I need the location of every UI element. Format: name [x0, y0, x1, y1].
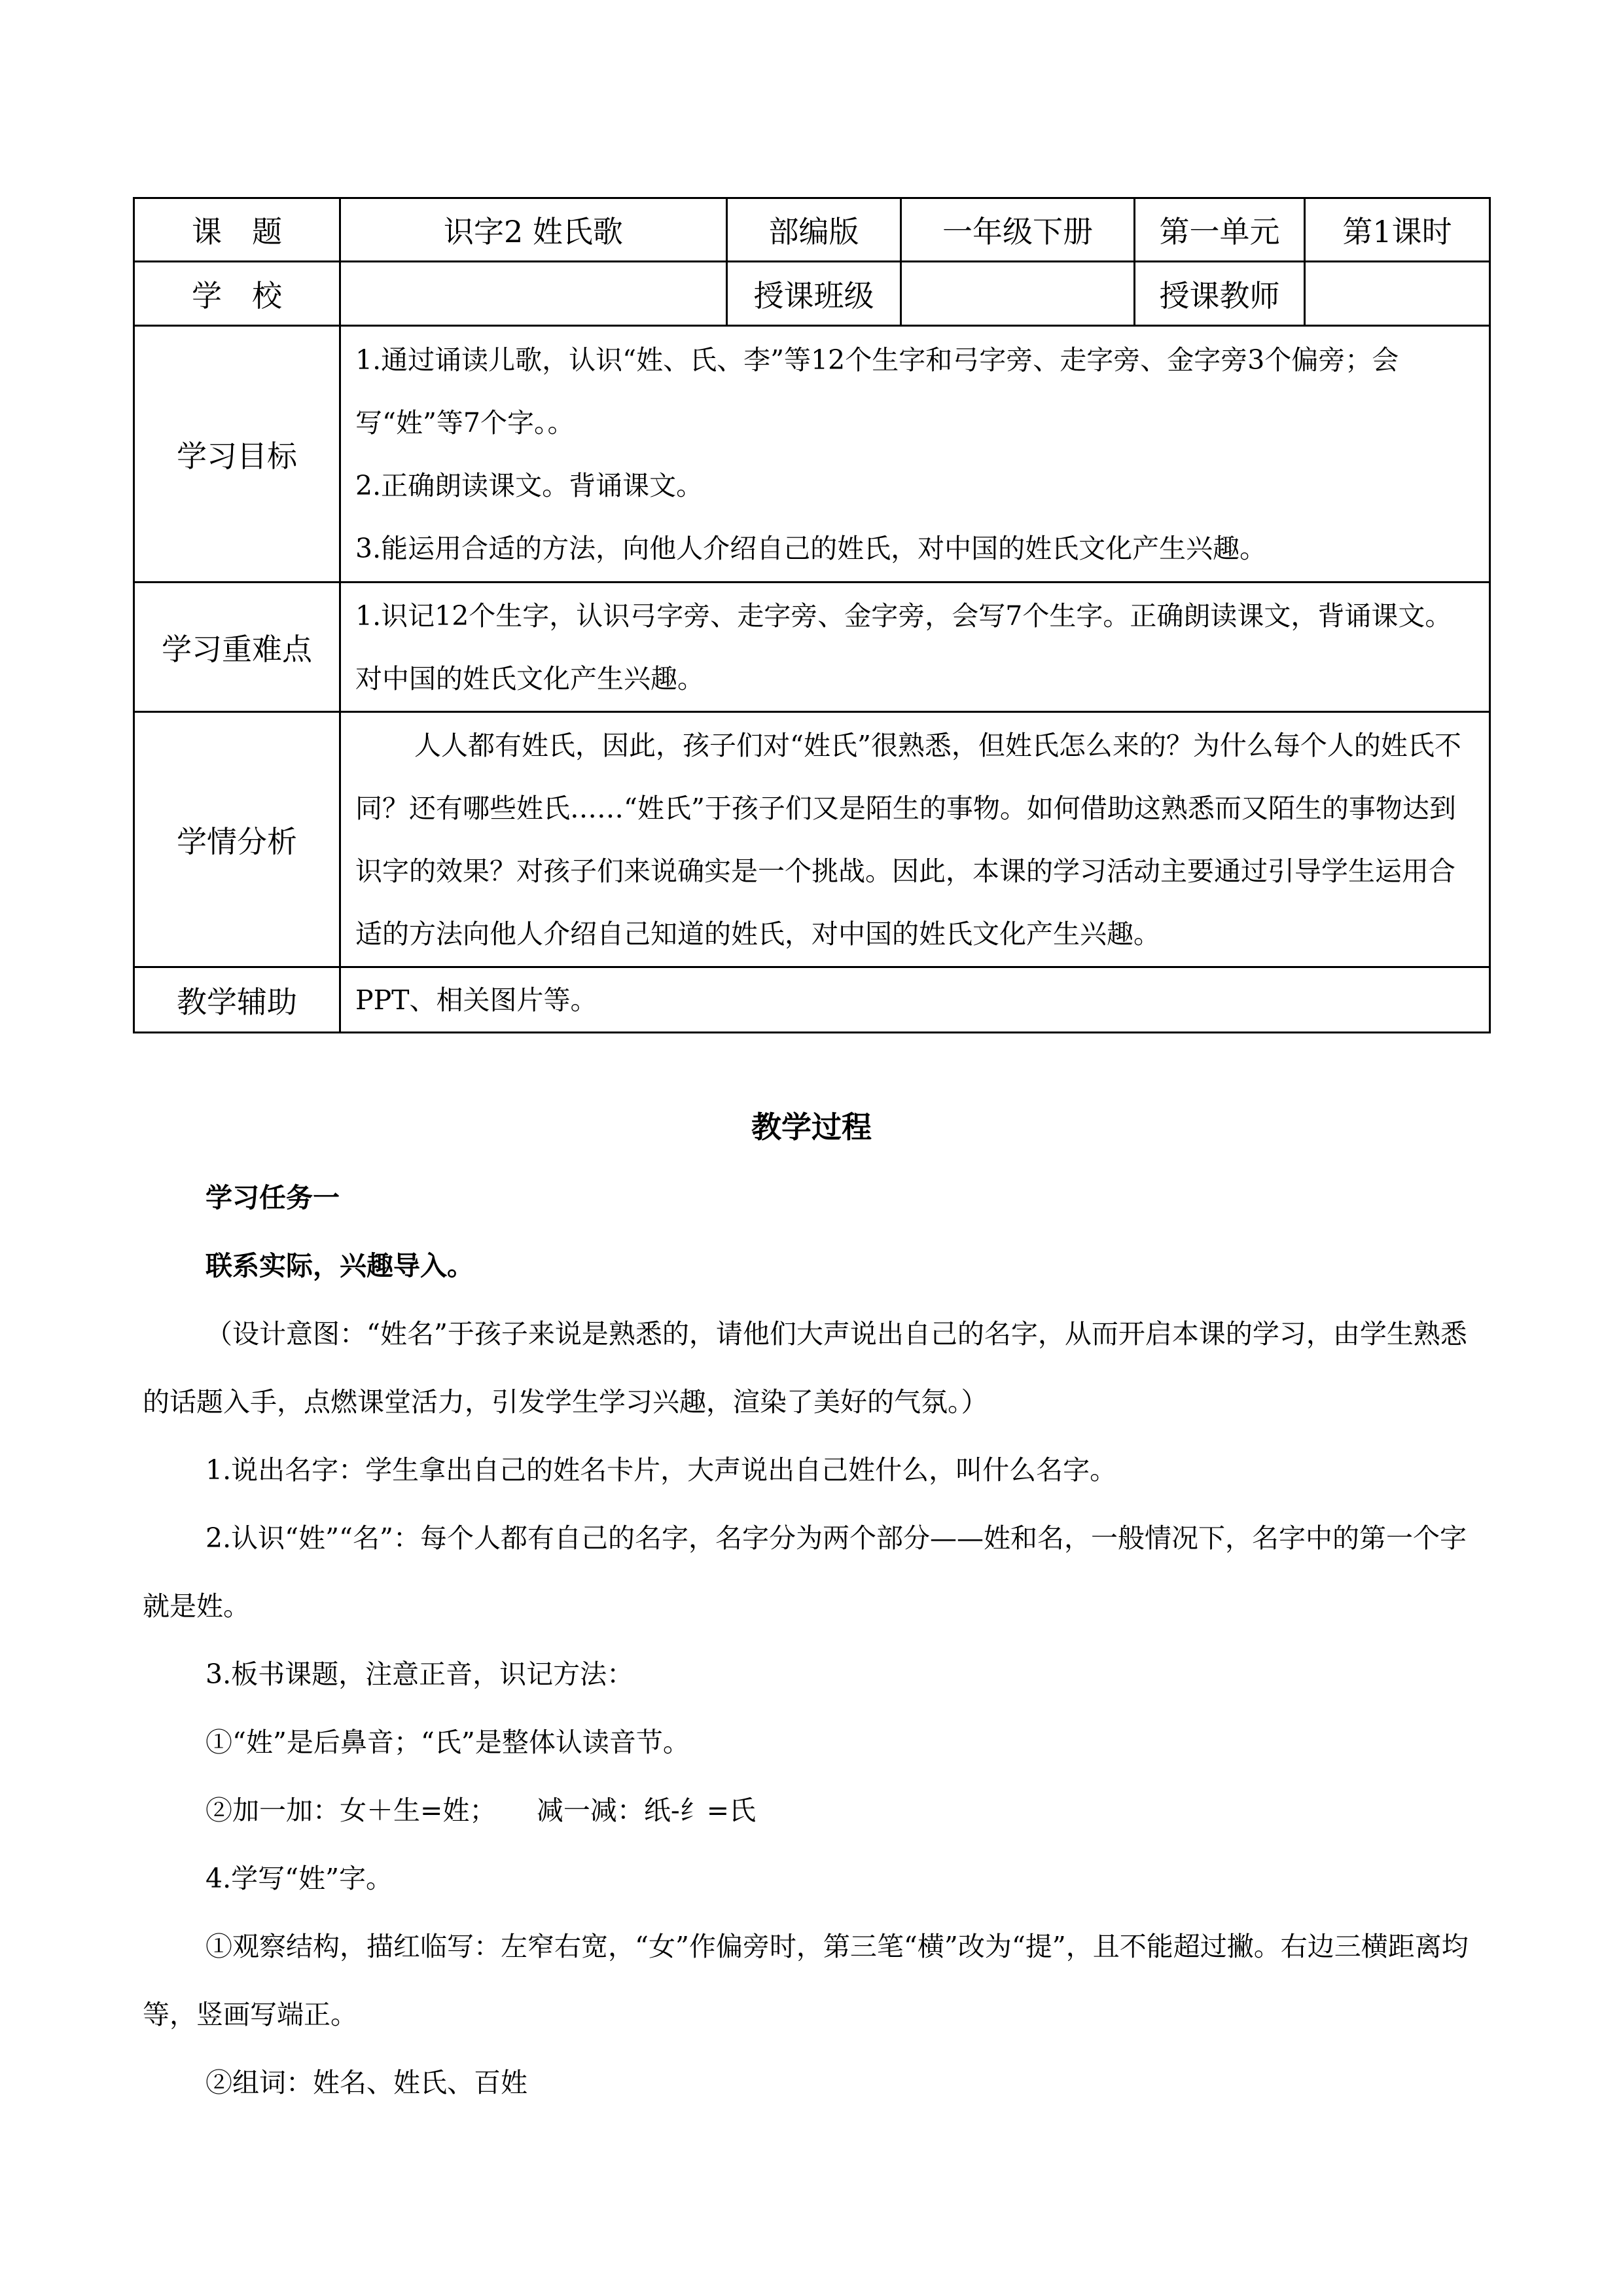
aids-cell [340, 967, 1490, 1033]
design-intent: （设计意图：“姓名”于孩子来说是熟悉的，请他们大声说出自己的名字，从而开启本课的学习，由学生熟悉的话题入手，点燃课堂活力，引发学生学习兴趣，渲染了美好的气氛。） [143, 1318, 1467, 1418]
topic-value: 识字2 姓氏歌 [340, 198, 727, 262]
task-subtitle: 联系实际，兴趣导入。 [205, 1250, 474, 1282]
task-title: 学习任务一 [205, 1182, 340, 1213]
analysis-label: 学情分析 [134, 712, 340, 967]
step-3b: ②加一加：女＋生=姓； 减一减：纸-纟=氏 [205, 1795, 757, 1826]
step-4b: ②组词：姓名、姓氏、百姓 [205, 2067, 527, 2098]
lesson-info-table [133, 197, 1491, 1033]
class-label: 授课班级 [727, 262, 901, 326]
teacher-label: 授课教师 [1135, 262, 1305, 326]
step-3: 3.板书课题，注意正音，识记方法： [205, 1659, 634, 1690]
objective-item: 2.正确朗读课文。背诵课文。 [355, 469, 704, 501]
analysis-cell [340, 712, 1490, 967]
objectives-label: 学习目标 [134, 326, 340, 583]
topic-label: 课 题 [134, 198, 340, 262]
analysis-text: 人人都有姓氏，因此，孩子们对“姓氏”很熟悉，但姓氏怎么来的？为什么每个人的姓氏不同？还有哪些姓氏……“姓氏”于孩子们又是陌生的事物。如何借助这熟悉而又陌生的事物达到识字的效果？对孩子们来说确实是一个挑战。因此，本课的学习活动主要通过引导学生运用合适的方法向他人介绍自己知道的姓氏，对中国的姓氏文化产生兴趣。 [355, 729, 1461, 950]
objectives-cell [340, 326, 1490, 583]
teacher-value [1305, 262, 1490, 326]
class-value [901, 262, 1135, 326]
process-content [143, 1164, 1486, 2117]
grade-cell: 一年级下册 [901, 198, 1135, 262]
table-row [134, 583, 1490, 712]
key-points-cell [340, 583, 1490, 712]
step-2: 2.认识“姓”“名”：每个人都有自己的名字，名字分为两个部分——姓和名，一般情况下，名字中的第一个字就是姓。 [143, 1522, 1467, 1622]
key-points-label: 学习重难点 [134, 583, 340, 712]
table-row [134, 712, 1490, 967]
step-3a: ①“姓”是后鼻音；“氏”是整体认读音节。 [205, 1727, 690, 1758]
school-value [340, 262, 727, 326]
table-row [134, 262, 1490, 326]
step-4: 4.学写“姓”字。 [205, 1863, 393, 1894]
aids-label: 教学辅助 [134, 967, 340, 1033]
process-title: 教学过程 [751, 1109, 872, 1145]
table-row [134, 198, 1490, 262]
unit-cell: 第一单元 [1135, 198, 1305, 262]
lesson-cell: 第1课时 [1305, 198, 1490, 262]
school-label: 学 校 [134, 262, 340, 326]
table-row [134, 326, 1490, 583]
edition-cell: 部编版 [727, 198, 901, 262]
table-row [134, 967, 1490, 1033]
step-1: 1.说出名字：学生拿出自己的姓名卡片，大声说出自己姓什么，叫什么名字。 [205, 1454, 1117, 1486]
objective-item: 3.能运用合适的方法，向他人介绍自己的姓氏，对中国的姓氏文化产生兴趣。 [355, 532, 1267, 564]
objective-item: 1.通过诵读儿歌，认识“姓、氏、李”等12个生字和弓字旁、走字旁、金字旁3个偏旁；会写“姓”等7个字。。 [355, 344, 1399, 439]
aids-text: PPT、相关图片等。 [355, 984, 597, 1016]
step-4a: ①观察结构，描红临写：左窄右宽，“女”作偏旁时，第三笔“横”改为“提”，且不能超过撇。右边三横距离均等，竖画写端正。 [143, 1931, 1469, 2030]
key-points-text: 1.识记12个生字，认识弓字旁、走字旁、金字旁，会写7个生字。正确朗读课文，背诵课文。对中国的姓氏文化产生兴趣。 [355, 600, 1452, 694]
